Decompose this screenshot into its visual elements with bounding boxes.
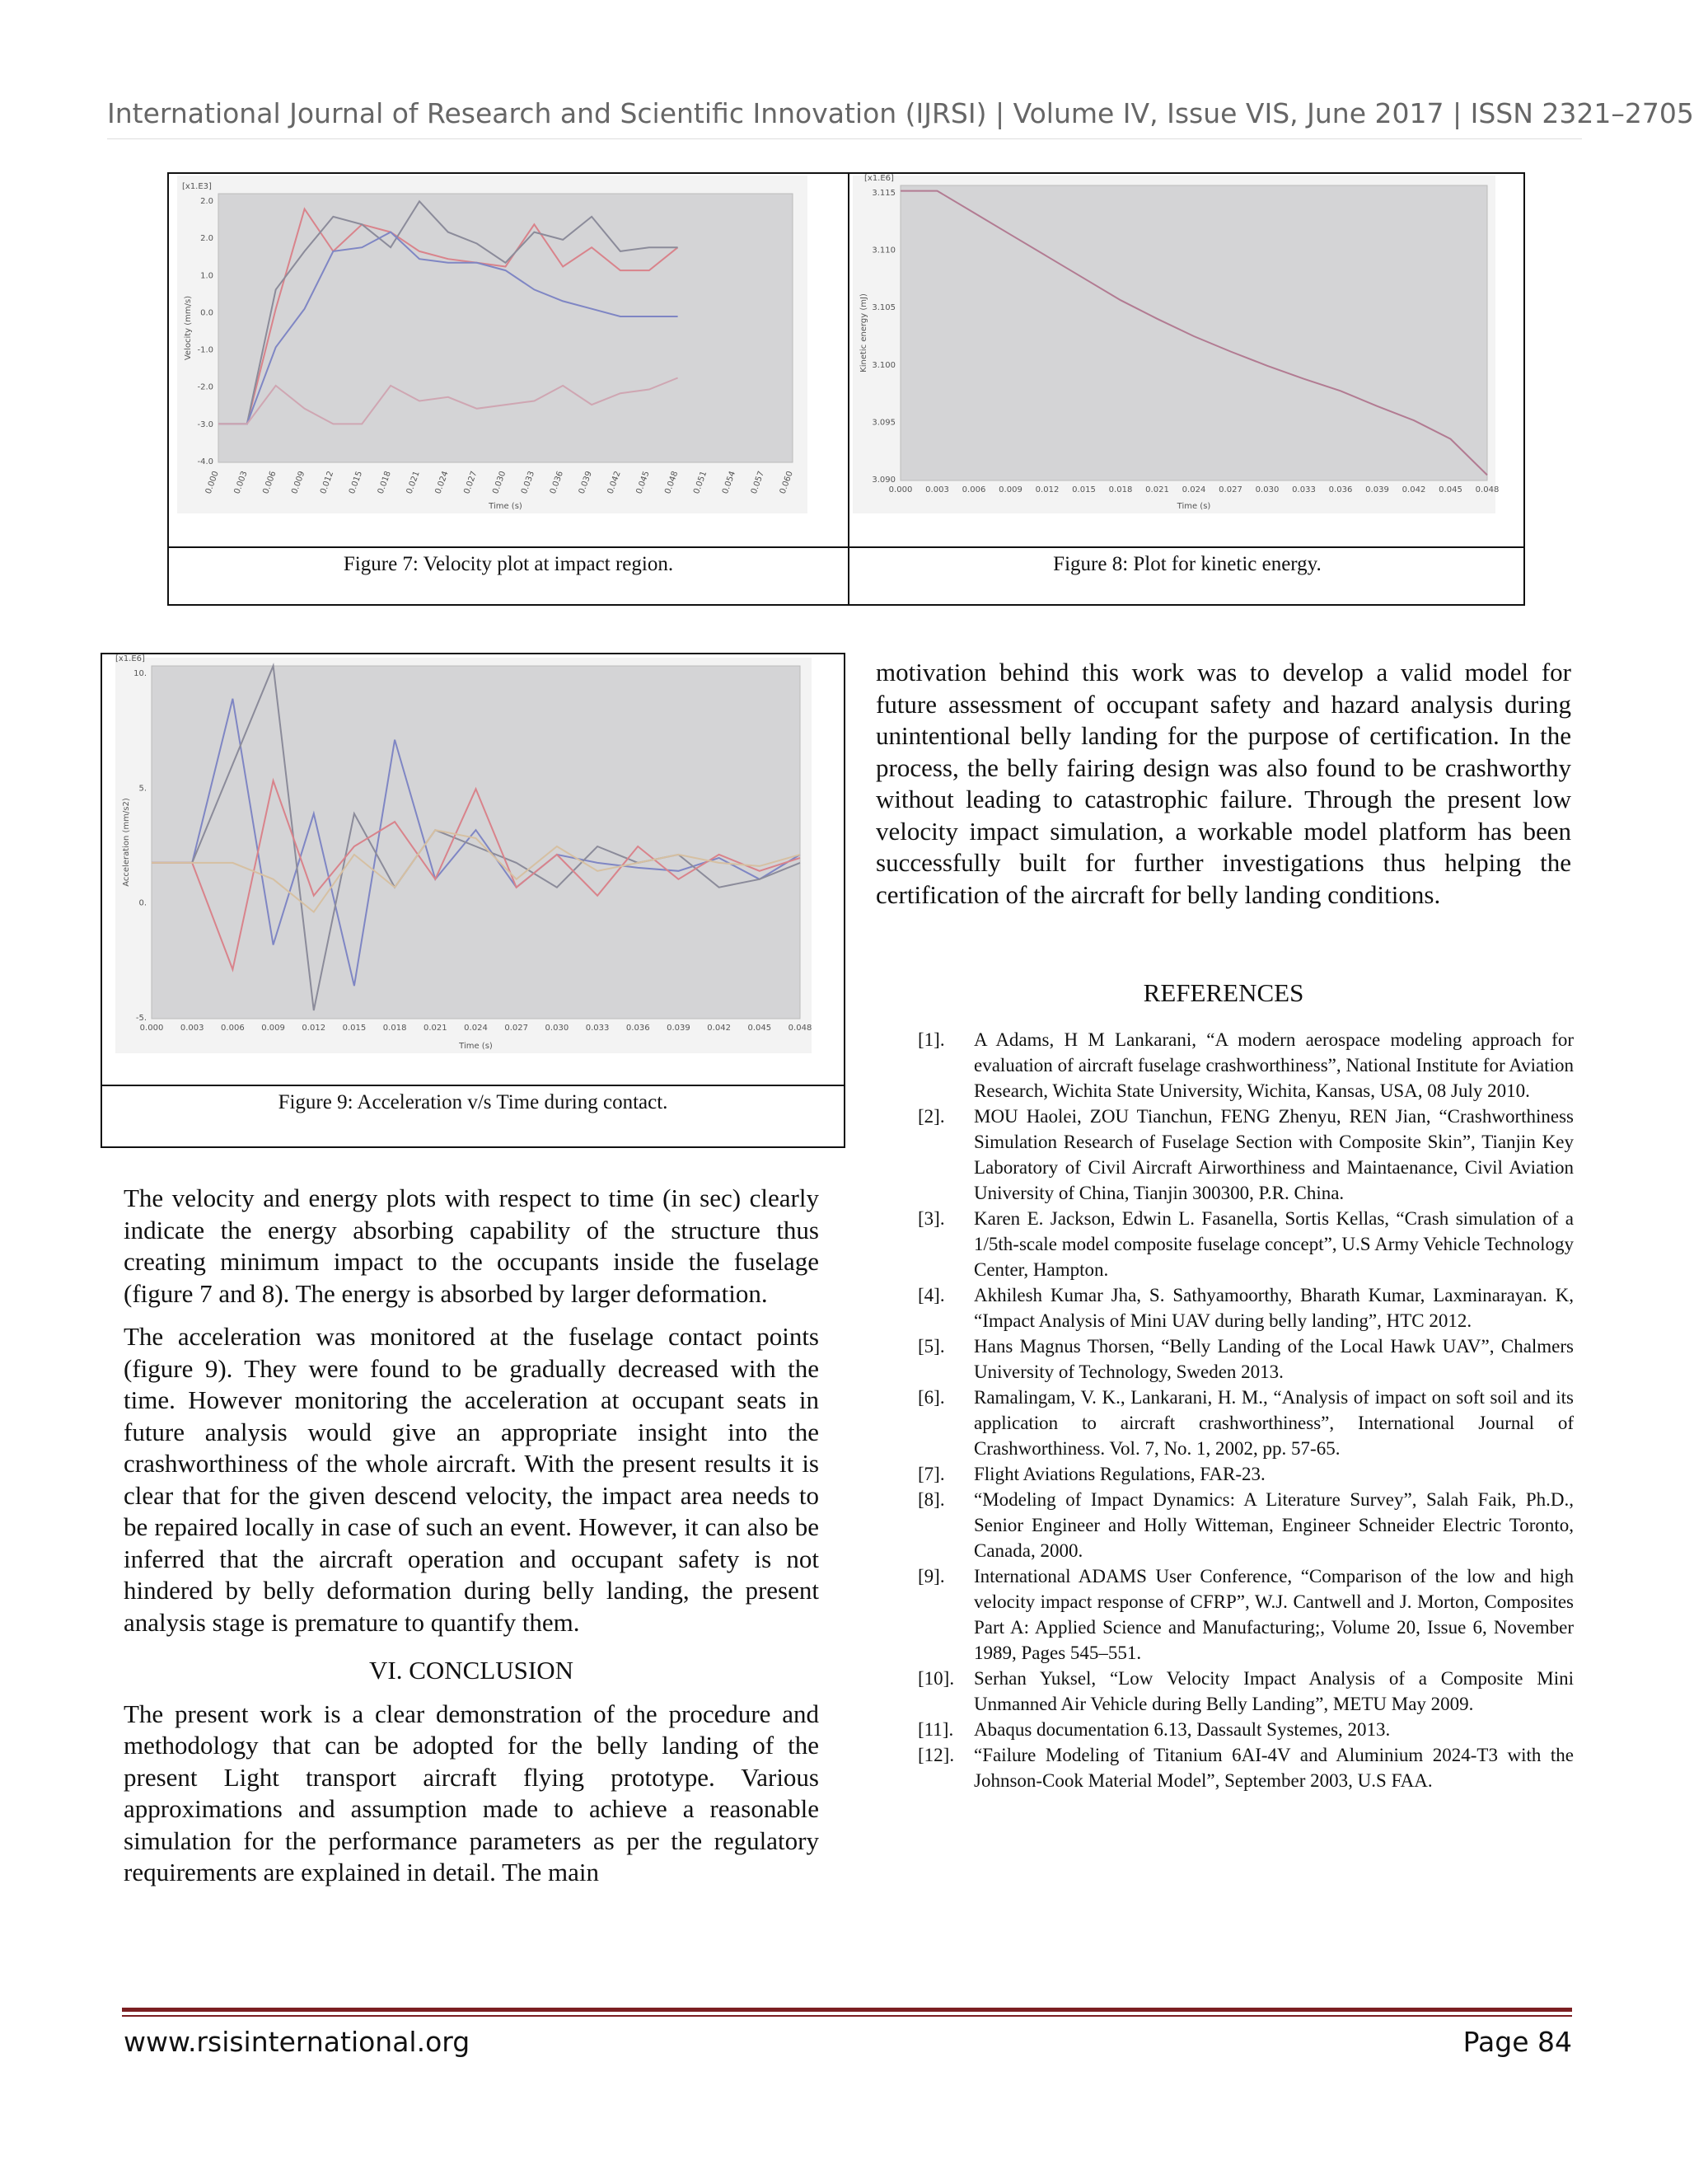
conclusion-heading: VI. CONCLUSION xyxy=(369,1656,573,1685)
scale-label: [x1.E3] xyxy=(182,182,212,191)
reference-text: “Failure Modeling of Titanium 6AI-4V and Aluminium 2024-T3 with the Johnson-Cook Material Model”, September 2003, U.S FAA. xyxy=(974,1745,1574,1791)
x-tick-label: 0.021 xyxy=(423,1024,447,1033)
x-tick-label: 0.042 xyxy=(606,470,623,495)
x-tick-label: 0.000 xyxy=(139,1024,164,1033)
x-tick-label: 0.030 xyxy=(1255,485,1280,494)
x-tick-label: 0.057 xyxy=(749,470,766,495)
reference-text: Hans Magnus Thorsen, “Belly Landing of the Local Hawk UAV”, Chalmers University of Technology, Sweden 2013. xyxy=(974,1336,1574,1382)
reference-text: Flight Aviations Regulations, FAR-23. xyxy=(974,1464,1266,1484)
reference-number: [4]. xyxy=(918,1285,945,1305)
fig9-divider xyxy=(102,1085,844,1086)
x-tick-label: 0.006 xyxy=(962,485,986,494)
x-tick-label: 0.042 xyxy=(707,1024,731,1033)
reference-item xyxy=(918,1206,1574,1282)
x-tick-label: 0.045 xyxy=(634,470,652,495)
x-tick-label: 0.036 xyxy=(548,470,566,495)
footer-url[interactable]: www.rsisinternational.org xyxy=(124,2026,470,2058)
x-axis-label: Time (s) xyxy=(1177,502,1211,511)
x-tick-label: 0.033 xyxy=(1292,485,1316,494)
x-tick-label: 0.045 xyxy=(1439,485,1462,494)
reference-number: [11]. xyxy=(918,1719,954,1740)
y-tick-label: 3.110 xyxy=(872,246,896,255)
y-tick-label: 3.090 xyxy=(872,476,896,485)
reference-item xyxy=(918,1563,1574,1666)
reference-number: [2]. xyxy=(918,1106,945,1127)
y-tick-label: 2.0 xyxy=(200,234,213,244)
y-tick-label: -1.0 xyxy=(197,345,213,355)
reference-item xyxy=(918,1104,1574,1206)
x-tick-label: 0.027 xyxy=(504,1024,529,1033)
footer-rule-thin xyxy=(122,2015,1572,2017)
x-tick-label: 0.021 xyxy=(405,470,422,495)
references-list xyxy=(918,1027,1574,1793)
x-axis-label: Time (s) xyxy=(489,502,522,511)
y-tick-label: 3.115 xyxy=(872,189,896,198)
y-tick-label: -3.0 xyxy=(197,419,213,429)
y-tick-label: 3.095 xyxy=(872,418,896,428)
x-tick-label: 0.018 xyxy=(1108,485,1133,494)
x-tick-label: 0.024 xyxy=(1182,485,1206,494)
paragraph-results-2: The acceleration was monitored at the fuselage contact points (figure 9). They were found to be gradually decreased with the time. However monitoring the acceleration at occupant seats in future analysis would give an appropriate insight into the crashworthiness of the whole aircraft. With the present results it is clear that for the given descend velocity, the impact area needs to be repaired locally in case of such an event. However, it can also be inferred that the aircraft operation and occupant safety is not hindered by belly deformation during belly landing, the present analysis stage is premature to quantify them. xyxy=(124,1322,819,1637)
y-tick-label: 3.100 xyxy=(872,360,896,370)
reference-number: [5]. xyxy=(918,1336,945,1357)
x-axis-label: Time (s) xyxy=(459,1042,493,1051)
paragraph-motivation: motivation behind this work was to develop a valid model for future assessment of occupant safety and hazard analysis during unintentional belly landing for the purpose of certification. In the process, the belly fairing design was also found to be crashworthy without leading to catastrophic failure. Through the present low velocity impact simulation, a workable model platform has been successfully built for further investigations thus helping the certification of the aircraft for belly landing conditions. xyxy=(876,658,1571,909)
x-tick-label: 0.006 xyxy=(221,1024,245,1033)
x-tick-label: 0.009 xyxy=(999,485,1022,494)
fig8-chart xyxy=(853,174,1500,513)
x-tick-label: 0.048 xyxy=(663,470,681,495)
x-tick-label: 0.003 xyxy=(925,485,949,494)
x-tick-label: 0.030 xyxy=(545,1024,569,1033)
x-tick-label: 0.021 xyxy=(1145,485,1169,494)
reference-text: “Modeling of Impact Dynamics: A Literature Survey”, Salah Faik, Ph.D., Senior Engineer and Holly Witteman, Engineer Schneider Electric Toronto, Canada, 2000. xyxy=(974,1489,1574,1561)
y-tick-label: -2.0 xyxy=(197,382,213,392)
y-tick-label: 10. xyxy=(133,669,147,678)
x-tick-label: 0.009 xyxy=(290,470,307,495)
x-tick-label: 0.024 xyxy=(433,470,451,495)
x-tick-label: 0.000 xyxy=(888,485,913,494)
y-tick-label: 0. xyxy=(138,898,147,908)
x-tick-label: 0.039 xyxy=(577,470,594,495)
x-tick-label: 0.012 xyxy=(1035,485,1060,494)
y-tick-label: 2.0 xyxy=(200,197,213,206)
table-divider-vertical xyxy=(848,174,849,604)
reference-text: A Adams, H M Lankarani, “A modern aerospace modeling approach for evaluation of aircraft fuselage crashworthiness”, National Institute for Aviation Research, Wichita State University, Wichita, Kansas, USA, 08 July 2010. xyxy=(974,1029,1574,1101)
x-tick-label: 0.015 xyxy=(1072,485,1096,494)
reference-number: [6]. xyxy=(918,1387,945,1408)
reference-item xyxy=(918,1027,1574,1104)
y-tick-label: 3.105 xyxy=(872,303,896,313)
y-axis-label: Kinetic energy (mJ) xyxy=(859,293,868,373)
x-tick-label: 0.033 xyxy=(520,470,537,495)
x-tick-label: 0.036 xyxy=(625,1024,650,1033)
reference-number: [12]. xyxy=(918,1745,955,1765)
reference-text: Ramalingam, V. K., Lankarani, H. M., “Analysis of impact on soft soil and its application to aircraft crashworthiness”, International Journal of Crashworthiness. Vol. 7, No. 1, 2002, pp. 57-65. xyxy=(974,1387,1574,1459)
y-tick-label: -4.0 xyxy=(197,457,213,466)
table-divider-horizontal xyxy=(169,546,1523,548)
scale-label: [x1.E6] xyxy=(115,654,145,663)
y-axis-label: Acceleration (mm/s2) xyxy=(122,798,131,887)
x-tick-label: 0.027 xyxy=(1219,485,1242,494)
x-tick-label: 0.048 xyxy=(1475,485,1500,494)
footer-rule xyxy=(122,2008,1572,2012)
reference-text: Serhan Yuksel, “Low Velocity Impact Analysis of a Composite Mini Unmanned Air Vehicle during Belly Landing”, METU May 2009. xyxy=(974,1668,1574,1714)
reference-text: International ADAMS User Conference, “Comparison of the low and high velocity impact response of CFRP”, W.J. Cantwell and J. Morton, Composites Part A: Applied Science and Manufacturing;, Volume 20, Issue 6, November 1989, Pages 545–551. xyxy=(974,1566,1574,1663)
x-tick-label: 0.006 xyxy=(261,470,278,495)
plot-area xyxy=(152,666,800,1019)
paragraph-conclusion: The present work is a clear demonstration of the procedure and methodology that can be adopted for the belly landing of the present Light transport aircraft flying prototype. Various approximations and assumption made to achieve a reasonable simulation for the performance parameters as per the regulatory requirements are explained in detail. The main xyxy=(124,1699,819,1886)
y-tick-label: -5. xyxy=(135,1014,147,1023)
references-heading: REFERENCES xyxy=(1143,978,1304,1007)
reference-text: MOU Haolei, ZOU Tianchun, FENG Zhenyu, REN Jian, “Crashworthiness Simulation Research of Fuselage Section with Composite Skin”, Tianjin Key Laboratory of Civil Aircraft Airworthiness and Maintaenance, Civil Aviation University of China, Tianjin 300300, P.R. China. xyxy=(974,1106,1574,1203)
y-tick-label: 0.0 xyxy=(200,308,213,318)
reference-number: [3]. xyxy=(918,1208,945,1229)
y-tick-label: 1.0 xyxy=(200,271,213,281)
running-header: International Journal of Research and Scientific Innovation (IJRSI) | Volume IV, Issue VIS, June 2017 | ISSN 2321–2705 xyxy=(107,97,1694,129)
x-tick-label: 0.039 xyxy=(667,1024,690,1033)
x-tick-label: 0.003 xyxy=(180,1024,204,1033)
plot-area xyxy=(218,194,793,462)
x-tick-label: 0.024 xyxy=(464,1024,488,1033)
paragraph-results-1: The velocity and energy plots with respect to time (in sec) clearly indicate the energy absorbing capability of the structure thus creating minimum impact to the occupants inside the fuselage (figure 7 and 8). The energy is absorbed by larger deformation. xyxy=(124,1183,819,1308)
x-tick-label: 0.030 xyxy=(491,470,508,495)
reference-number: [9]. xyxy=(918,1566,945,1586)
reference-item xyxy=(918,1333,1574,1385)
reference-item xyxy=(918,1282,1574,1333)
reference-item xyxy=(918,1487,1574,1563)
y-axis-label: Velocity (mm/s) xyxy=(184,295,193,361)
x-tick-label: 0.027 xyxy=(462,470,480,495)
reference-number: [7]. xyxy=(918,1464,945,1484)
reference-number: [10]. xyxy=(918,1668,955,1689)
header-rule xyxy=(107,138,1582,139)
fig7-caption: Figure 7: Velocity plot at impact region. xyxy=(343,553,674,575)
reference-number: [8]. xyxy=(918,1489,945,1510)
x-tick-label: 0.003 xyxy=(232,470,250,495)
x-tick-label: 0.000 xyxy=(204,470,221,495)
x-tick-label: 0.018 xyxy=(376,470,393,495)
x-tick-label: 0.042 xyxy=(1402,485,1426,494)
x-tick-label: 0.018 xyxy=(382,1024,407,1033)
fig8-caption: Figure 8: Plot for kinetic energy. xyxy=(1053,553,1322,575)
reference-item xyxy=(918,1461,1574,1487)
x-tick-label: 0.015 xyxy=(342,1024,367,1033)
page-number: Page 84 xyxy=(1462,2026,1572,2058)
x-tick-label: 0.048 xyxy=(788,1024,812,1033)
fig7-chart xyxy=(177,176,807,513)
reference-item xyxy=(918,1666,1574,1717)
fig9-caption: Figure 9: Acceleration v/s Time during contact. xyxy=(278,1091,668,1113)
x-tick-label: 0.033 xyxy=(585,1024,610,1033)
right-column xyxy=(876,657,1571,922)
plot-area xyxy=(901,185,1487,480)
x-tick-label: 0.039 xyxy=(1365,485,1389,494)
reference-text: Abaqus documentation 6.13, Dassault Systemes, 2013. xyxy=(974,1719,1391,1740)
scale-label: [x1.E6] xyxy=(864,174,894,183)
x-tick-label: 0.012 xyxy=(302,1024,326,1033)
x-tick-label: 0.012 xyxy=(319,470,336,495)
x-tick-label: 0.009 xyxy=(261,1024,285,1033)
reference-text: Akhilesh Kumar Jha, S. Sathyamoorthy, Bharath Kumar, Laxminarayan. K, “Impact Analysis of Mini UAV during belly landing”, HTC 2012. xyxy=(974,1285,1574,1331)
x-tick-label: 0.015 xyxy=(347,470,365,495)
left-column xyxy=(124,1183,819,1900)
y-tick-label: 5. xyxy=(138,784,147,794)
x-tick-label: 0.045 xyxy=(747,1024,772,1033)
fig9-chart xyxy=(115,654,812,1053)
x-tick-label: 0.060 xyxy=(778,470,795,495)
reference-item xyxy=(918,1742,1574,1793)
x-tick-label: 0.036 xyxy=(1328,485,1353,494)
reference-number: [1]. xyxy=(918,1029,945,1050)
reference-item xyxy=(918,1385,1574,1461)
reference-text: Karen E. Jackson, Edwin L. Fasanella, Sortis Kellas, “Crash simulation of a 1/5th-scale model composite fuselage concept”, U.S Army Vehicle Technology Center, Hampton. xyxy=(974,1208,1574,1280)
reference-item xyxy=(918,1717,1574,1742)
x-tick-label: 0.054 xyxy=(720,470,738,495)
x-tick-label: 0.051 xyxy=(692,470,709,495)
